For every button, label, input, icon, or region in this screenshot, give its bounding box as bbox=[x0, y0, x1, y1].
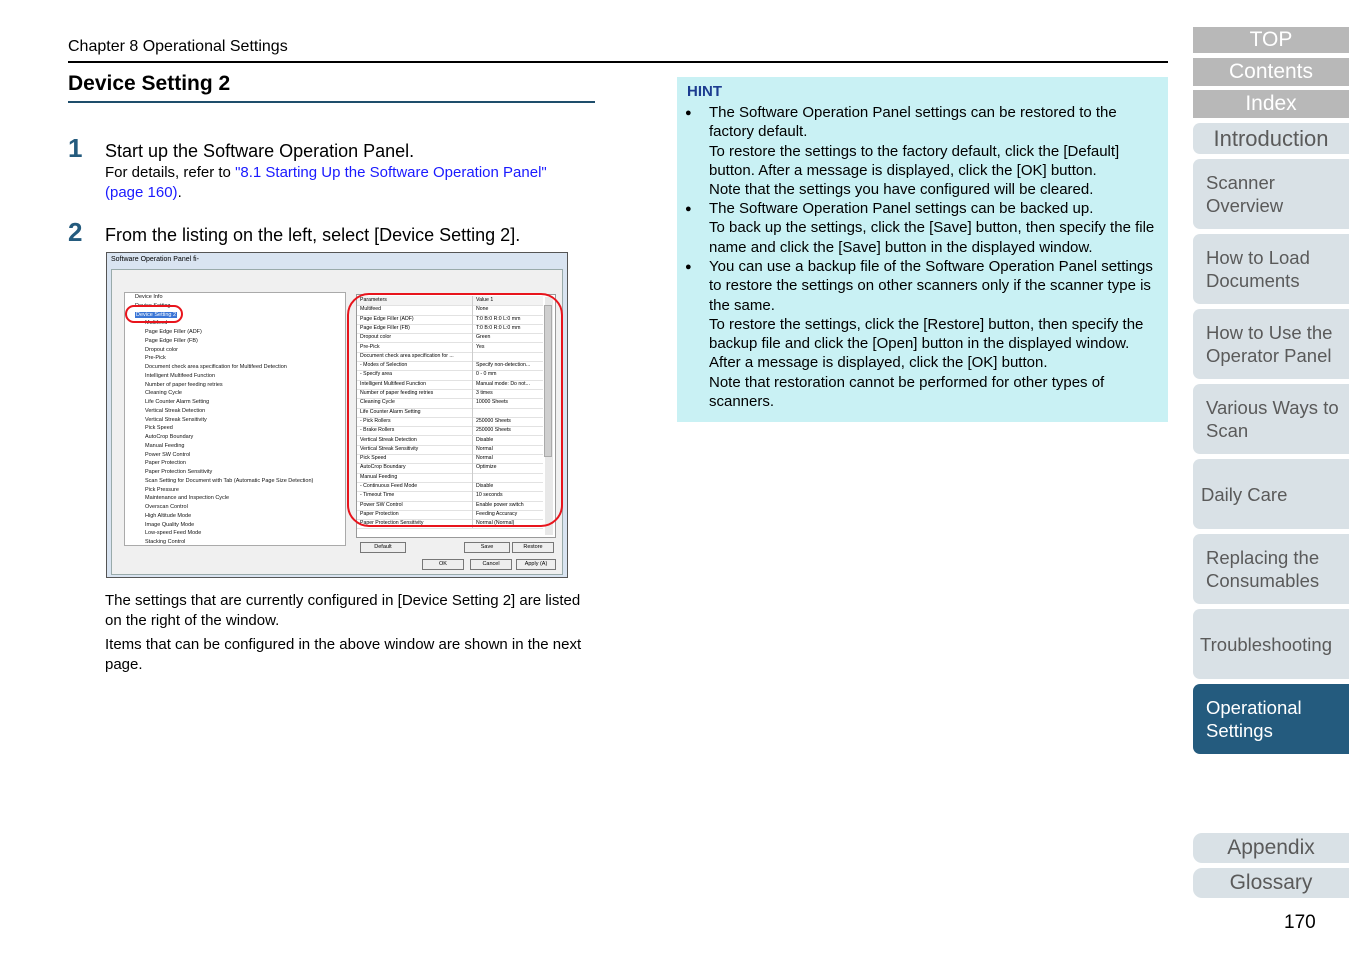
tree-item[interactable]: Image Quality Mode bbox=[145, 521, 195, 528]
description-paragraph: The settings that are currently configured in [Device Setting 2] are listed on the right of the window. bbox=[105, 592, 581, 629]
section-rule bbox=[68, 101, 595, 103]
grid-parameter: Paper Protection bbox=[360, 510, 399, 517]
tree-item[interactable]: Device Setting bbox=[135, 302, 171, 309]
tree-item[interactable]: Number of paper feeding retries bbox=[145, 381, 223, 388]
step-number: 2 bbox=[68, 217, 83, 247]
tree-highlight-circle bbox=[125, 302, 183, 323]
window-title: Software Operation Panel fi- bbox=[111, 256, 199, 263]
nav-troubleshooting[interactable]: Troubleshooting bbox=[1193, 609, 1349, 679]
grid-value: 10000 Sheets bbox=[476, 399, 509, 406]
tree-item[interactable]: High Altitude Mode bbox=[145, 512, 192, 519]
page-number: 170 bbox=[1284, 912, 1316, 933]
grid-parameter: Manual Feeding bbox=[360, 473, 398, 480]
grid-value: T:0 B:0 R:0 L:0 mm bbox=[476, 315, 521, 322]
tree-item[interactable]: Page Edge Filler (FB) bbox=[145, 337, 198, 344]
tree-item[interactable]: Dropout color bbox=[145, 346, 179, 353]
nav-various-ways-to-scan[interactable]: Various Ways to Scan bbox=[1193, 384, 1349, 454]
nav-scanner-overview[interactable]: Scanner Overview bbox=[1193, 159, 1349, 229]
grid-value: None bbox=[476, 306, 489, 313]
hint-item: You can use a backup file of the Software Operation Panel settings to restore the settings on other scanners only if the scanner type is the same. To restore the settings, click the [Restore] button, then specify the backup file and click the [Open] button in the displayed window. After a message is displayed, click the [OK] button. Note that restoration cannot be performed for other types of scanners. bbox=[709, 258, 1153, 411]
grid-parameter: Pick Speed bbox=[360, 455, 387, 462]
grid-value: Normal bbox=[476, 455, 493, 462]
grid-parameter: Vertical Streak Sensitivity bbox=[360, 445, 419, 452]
grid-header-parameter: Parameters bbox=[360, 297, 387, 303]
grid-value: Disable bbox=[476, 436, 494, 443]
grid-parameter: Page Edge Filler (ADF) bbox=[360, 315, 414, 322]
tree-item[interactable]: Overscan Control bbox=[145, 504, 188, 510]
hint-item: The Software Operation Panel settings can be backed up. To back up the settings, click the [Save] button, then specify the file name and click the [Save] button in the displayed window. bbox=[709, 200, 1155, 256]
tree-item[interactable]: Low-speed Feed Mode bbox=[145, 530, 202, 537]
tree-item-selected[interactable]: Device Setting 2 bbox=[136, 311, 177, 318]
step-text: Start up the Software Operation Panel. bbox=[105, 141, 415, 161]
grid-value: Normal (Normal) bbox=[476, 520, 515, 527]
tree-item[interactable]: Pick Pressure bbox=[145, 486, 179, 493]
reference-link[interactable]: "8.1 Starting Up the Software Operation Panel" bbox=[235, 164, 547, 181]
grid-value: 3 times bbox=[476, 390, 493, 396]
grid-value: T:0 B:0 R:0 L:0 mm bbox=[476, 324, 521, 331]
reference-page-link[interactable]: (page 160) bbox=[105, 184, 178, 201]
nav-introduction[interactable]: Introduction bbox=[1193, 123, 1349, 154]
grid-value: Feeding Accuracy bbox=[476, 510, 518, 517]
grid-value: Normal bbox=[476, 445, 493, 452]
tree-item[interactable]: Multifeed bbox=[145, 320, 168, 327]
grid-parameter: Page Edge Filler (FB) bbox=[360, 324, 410, 331]
tree-item[interactable]: Life Counter Alarm Setting bbox=[145, 399, 210, 405]
hint-box bbox=[677, 77, 1168, 422]
grid-value: 250000 Sheets bbox=[476, 417, 511, 424]
save-button[interactable]: Save bbox=[464, 542, 510, 553]
section-title: Device Setting 2 bbox=[68, 72, 231, 95]
grid-parameter: Paper Protection Sensitivity bbox=[360, 520, 424, 527]
bullet-icon: ● bbox=[685, 261, 692, 273]
grid-value: Yes bbox=[476, 343, 485, 350]
grid-parameter: AutoCrop Boundary bbox=[360, 464, 406, 471]
step-details-suffix: . bbox=[177, 184, 182, 201]
grid-parameter: Cleaning Cycle bbox=[360, 399, 395, 406]
step-text: From the listing on the left, select [Device Setting 2]. bbox=[105, 225, 521, 245]
bullet-icon: ● bbox=[685, 203, 692, 215]
tree-item[interactable]: Power SW Control bbox=[145, 451, 191, 458]
tree-item[interactable]: Cleaning Cycle bbox=[145, 390, 182, 397]
grid-parameter: - Specify area bbox=[360, 371, 393, 378]
grid-header-value: Value 1 bbox=[476, 297, 494, 303]
tree-item[interactable]: Page Edge Filler (ADF) bbox=[145, 329, 202, 335]
tree-item[interactable]: Stacking Control bbox=[145, 539, 186, 545]
grid-parameter: - Brake Rollers bbox=[360, 427, 395, 434]
grid-value: Manual mode: Do not... bbox=[476, 380, 530, 387]
hint-title: HINT bbox=[687, 83, 722, 100]
header-rule bbox=[68, 61, 1168, 63]
hint-item: The Software Operation Panel settings can be restored to the factory default. To restore the settings to the factory default, click the [Default] button. After a message is displayed, click the [OK] button. Note that the settings you have configured will be cleared. bbox=[709, 104, 1120, 199]
grid-parameter: - Modes of Selection bbox=[360, 362, 408, 369]
nav-how-to-load-documents[interactable]: How to Load Documents bbox=[1193, 234, 1349, 304]
cancel-button[interactable]: Cancel bbox=[470, 559, 512, 570]
software-operation-panel-screenshot bbox=[106, 252, 568, 578]
tree-item[interactable]: Paper Protection bbox=[145, 460, 186, 467]
grid-parameter: Multifeed bbox=[360, 306, 382, 313]
grid-parameter: Dropout color bbox=[360, 334, 392, 341]
grid-highlight-circle bbox=[347, 293, 563, 527]
bullet-icon: ● bbox=[685, 107, 692, 119]
grid-parameter: - Timeout Time bbox=[360, 492, 395, 499]
tree-item[interactable]: AutoCrop Boundary bbox=[145, 434, 194, 440]
grid-value: 250000 Sheets bbox=[476, 427, 511, 434]
nav-contents[interactable]: Contents bbox=[1193, 58, 1349, 86]
grid-parameter: - Pick Rollers bbox=[360, 417, 391, 424]
grid-parameter: Life Counter Alarm Setting bbox=[360, 408, 421, 415]
grid-parameter: - Continuous Feed Mode bbox=[360, 483, 418, 489]
grid-parameter: Document check area specification for ... bbox=[360, 352, 454, 359]
settings-tree bbox=[124, 292, 346, 546]
default-button[interactable]: Default bbox=[360, 542, 406, 553]
grid-parameter: Vertical Streak Detection bbox=[360, 436, 417, 443]
nav-daily-care[interactable]: Daily Care bbox=[1193, 459, 1349, 529]
tree-item[interactable]: Paper Protection Sensitivity bbox=[145, 469, 213, 475]
ok-button[interactable]: OK bbox=[422, 559, 464, 570]
nav-operational-settings[interactable]: Operational Settings bbox=[1193, 684, 1349, 754]
nav-how-to-use-operator-panel[interactable]: How to Use the Operator Panel bbox=[1193, 309, 1349, 379]
grid-value: Optimize bbox=[476, 464, 497, 471]
tree-item[interactable]: Document check area specification for Multifeed Detection bbox=[145, 364, 287, 370]
grid-parameter: Number of paper feeding retries bbox=[360, 390, 434, 396]
grid-parameter: Power SW Control bbox=[360, 501, 403, 508]
grid-value: Disable bbox=[476, 483, 494, 489]
restore-button[interactable]: Restore bbox=[512, 542, 554, 553]
tree-item[interactable]: Vertical Streak Detection bbox=[145, 407, 206, 414]
tree-item[interactable]: Pick Speed bbox=[145, 425, 173, 432]
tree-item[interactable]: Pre-Pick bbox=[145, 355, 166, 362]
nav-index[interactable]: Index bbox=[1193, 90, 1349, 118]
grid-value: Specify non-detection... bbox=[476, 362, 531, 369]
tree-item[interactable]: Maintenance and Inspection Cycle bbox=[145, 495, 230, 502]
tree-item[interactable]: Manual Feeding bbox=[145, 442, 185, 449]
step-details bbox=[105, 163, 595, 203]
tree-item[interactable]: Intelligent Multifeed Function bbox=[145, 372, 216, 379]
chapter-title: Chapter 8 Operational Settings bbox=[68, 38, 288, 55]
nav-appendix[interactable]: Appendix bbox=[1193, 833, 1349, 863]
grid-value: 0 - 0 mm bbox=[476, 371, 497, 378]
step-details-prefix: For details, refer to bbox=[105, 164, 236, 181]
grid-value: Green bbox=[476, 334, 491, 341]
grid-parameter: Intelligent Multifeed Function bbox=[360, 380, 427, 387]
description-paragraph: Items that can be configured in the above window are shown in the next page. bbox=[105, 636, 582, 673]
nav-glossary[interactable]: Glossary bbox=[1193, 868, 1349, 898]
step-number: 1 bbox=[68, 133, 83, 163]
nav-replacing-consumables[interactable]: Replacing the Consumables bbox=[1193, 534, 1349, 604]
tree-item[interactable]: Vertical Streak Sensitivity bbox=[145, 416, 207, 423]
tree-item[interactable]: Device Info bbox=[135, 294, 163, 300]
tree-item[interactable]: Scan Setting for Document with Tab (Automatic Page Size Detection) bbox=[145, 477, 314, 484]
apply-button[interactable]: Apply (A) bbox=[516, 559, 556, 570]
grid-parameter: Pre-Pick bbox=[360, 343, 380, 350]
grid-value: 10 seconds bbox=[476, 492, 503, 499]
nav-top[interactable]: TOP bbox=[1193, 27, 1349, 53]
grid-value: Enable power switch bbox=[476, 501, 524, 508]
